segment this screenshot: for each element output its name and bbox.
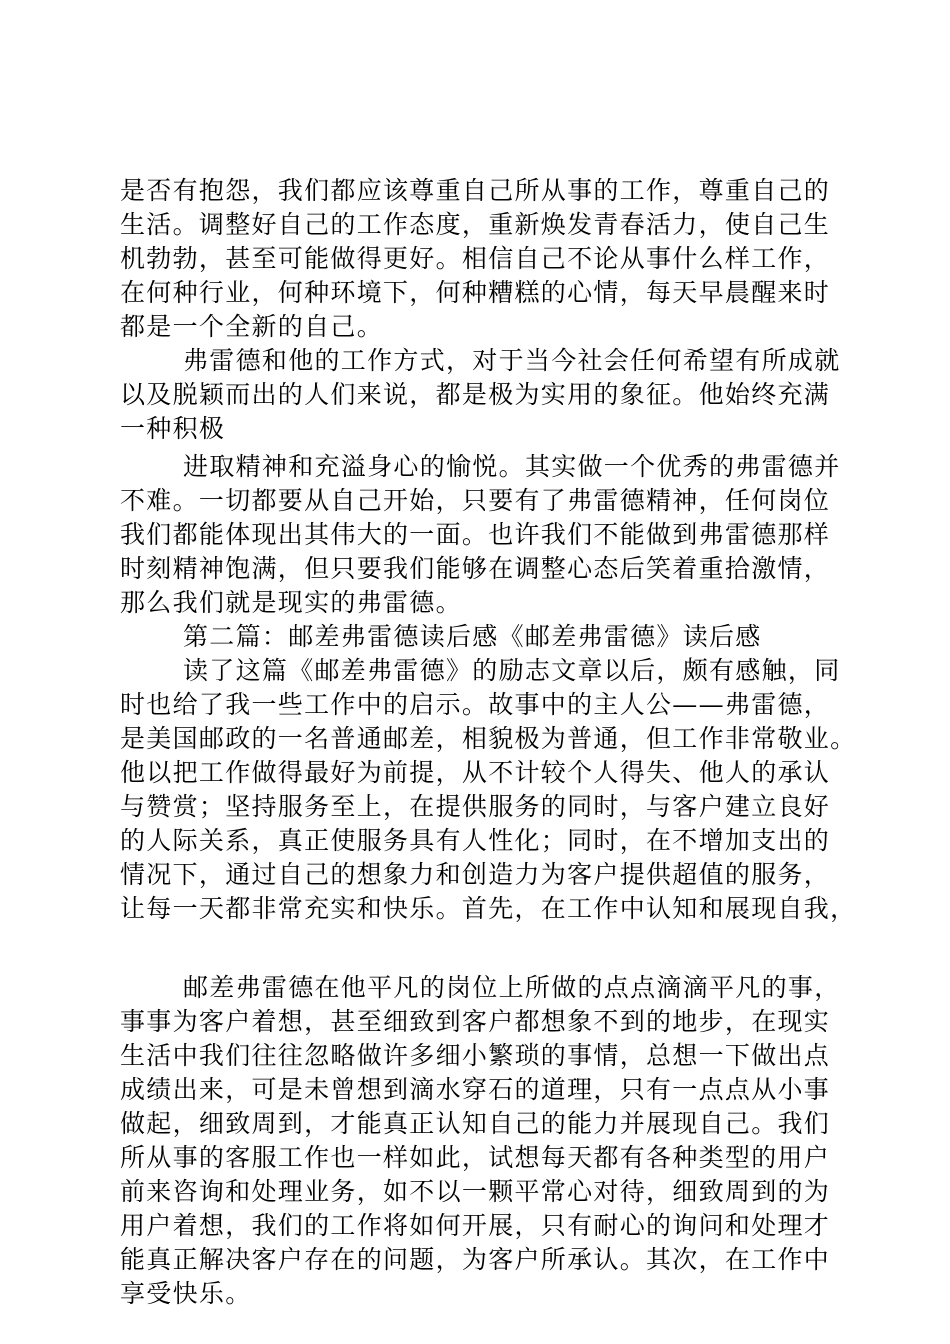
text-line: 都是一个全新的自己。 [120, 312, 384, 341]
text-line: 与赞赏；坚持服务至上，在提供服务的同时，与客户建立良好 [120, 792, 831, 821]
text-line: 机勃勃，甚至可能做得更好。相信自己不论从事什么样工作， [120, 244, 831, 273]
text-line: 成绩出来，可是未曾想到滴水穿石的道理，只有一点点从小事 [120, 1075, 831, 1104]
text-line: 一种积极 [120, 414, 226, 443]
text-line: 用户着想，我们的工作将如何开展，只有耐心的询问和处理才 [120, 1211, 831, 1240]
text-line: 进取精神和充溢身心的愉悦。其实做一个优秀的弗雷德并 [183, 452, 841, 481]
text-line: 生活。调整好自己的工作态度，重新焕发青春活力，使自己生 [120, 210, 831, 239]
text-line: 邮差弗雷德在他平凡的岗位上所做的点点滴滴平凡的事， [183, 973, 841, 1002]
text-line: 读了这篇《邮差弗雷德》的励志文章以后，颇有感触，同 [183, 656, 841, 685]
text-line: 事事为客户着想，甚至细致到客户都想象不到的地步，在现实 [120, 1007, 831, 1036]
text-line: 在何种行业，何种环境下，何种糟糕的心情，每天早晨醒来时 [120, 278, 831, 307]
text-line: 做起，细致周到，才能真正认知自己的能力并展现自己。我们 [120, 1109, 831, 1138]
text-line: 不难。一切都要从自己开始，只要有了弗雷德精神，任何岗位 [120, 486, 831, 515]
text-line: 他以把工作做得最好为前提，从不计较个人得失、他人的承认 [120, 758, 831, 787]
text-line: 让每一天都非常充实和快乐。首先，在工作中认知和展现自我， [120, 894, 857, 923]
text-line: 生活中我们往往忽略做许多细小繁琐的事情，总想一下做出点 [120, 1041, 831, 1070]
text-line: 弗雷德和他的工作方式，对于当今社会任何希望有所成就 [183, 346, 841, 375]
text-line: 时刻精神饱满，但只要我们能够在调整心态后笑着重拾激情， [120, 554, 831, 583]
text-line: 时也给了我一些工作中的启示。故事中的主人公——弗雷德， [120, 690, 831, 719]
text-line: 前来咨询和处理业务，如不以一颗平常心对待，细致周到的为 [120, 1177, 831, 1206]
section-heading: 第二篇：邮差弗雷德读后感《邮差弗雷德》读后感 [183, 622, 762, 651]
text-line: 能真正解决客户存在的问题，为客户所承认。其次，在工作中 [120, 1245, 831, 1274]
text-line: 是否有抱怨，我们都应该尊重自己所从事的工作，尊重自己的 [120, 176, 831, 205]
text-line: 享受快乐。 [120, 1279, 252, 1308]
text-line: 所从事的客服工作也一样如此，试想每天都有各种类型的用户 [120, 1143, 831, 1172]
text-line: 的人际关系，真正使服务具有人性化；同时，在不增加支出的 [120, 826, 831, 855]
text-line: 那么我们就是现实的弗雷德。 [120, 588, 462, 617]
text-line: 我们都能体现出其伟大的一面。也许我们不能做到弗雷德那样 [120, 520, 831, 549]
text-line: 情况下，通过自己的想象力和创造力为客户提供超值的服务， [120, 860, 831, 889]
text-line: 是美国邮政的一名普通邮差，相貌极为普通，但工作非常敬业。 [120, 724, 857, 753]
text-line: 以及脱颖而出的人们来说，都是极为实用的象征。他始终充满 [120, 380, 831, 409]
